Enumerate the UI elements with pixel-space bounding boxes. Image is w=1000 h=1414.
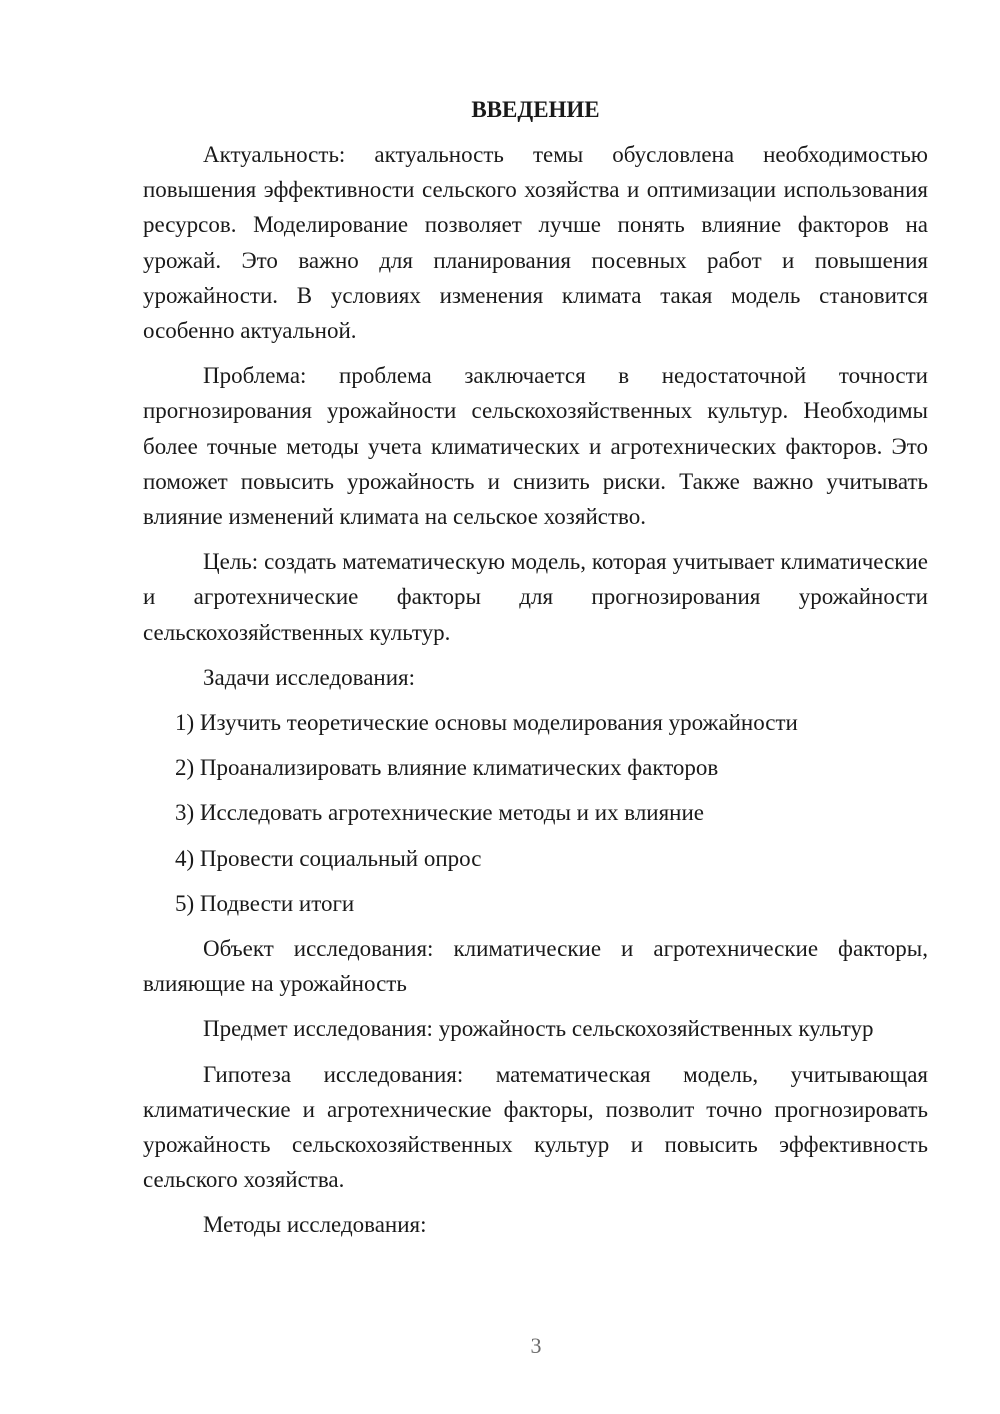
methods-heading: Методы исследования: xyxy=(203,1212,427,1238)
page-number: 3 xyxy=(530,1333,542,1358)
task-item: 2) Проанализировать влияние климатических факторов xyxy=(175,755,719,781)
task-item: 4) Провести социальный опрос xyxy=(175,845,482,871)
relevance-paragraph: Актуальность: актуальность темы обусловлена необходимостью повышения эффективности сельского хозяйства и оптимизации использования ресурсов. Моделирование позволяет лучше понять влияние факторов на урожай. Это важно для планирования посевных работ и повышения урожайности. В условиях изменения климата такая модель становится особенно актуальной. xyxy=(143,142,928,344)
subject-paragraph: Предмет исследования: урожайность сельскохозяйственных культур xyxy=(203,1016,874,1042)
problem-paragraph: Проблема: проблема заключается в недостаточной точности прогнозирования урожайности сельскохозяйственных культур. Необходимы более точные методы учета климатических и агротехнических факторов. Это поможет повысить урожайность и снизить риски. Также важно учитывать влияние изменений климата на сельское хозяйство. xyxy=(143,363,928,530)
object-paragraph: Объект исследования: климатические и агротехнические факторы, влияющие на урожайность xyxy=(143,936,928,997)
page-title: ВВЕДЕНИЕ xyxy=(471,97,600,122)
page-content xyxy=(143,92,928,1253)
hypothesis-paragraph: Гипотеза исследования: математическая модель, учитывающая климатические и агротехнические факторы, позволит точно прогнозировать урожайность сельскохозяйственных культур и повысить эффективность сельского хозяйства. xyxy=(143,1061,928,1193)
tasks-heading: Задачи исследования: xyxy=(203,664,416,690)
goal-paragraph: Цель: создать математическую модель, которая учитывает климатические и агротехнические факторы для прогнозирования урожайности сельскохозяйственных культур. xyxy=(143,549,928,645)
tasks-list xyxy=(143,705,928,921)
task-item: 5) Подвести итоги xyxy=(175,890,355,916)
task-item: 1) Изучить теоретические основы моделирования урожайности xyxy=(175,710,798,736)
task-item: 3) Исследовать агротехнические методы и их влияние xyxy=(175,800,705,826)
